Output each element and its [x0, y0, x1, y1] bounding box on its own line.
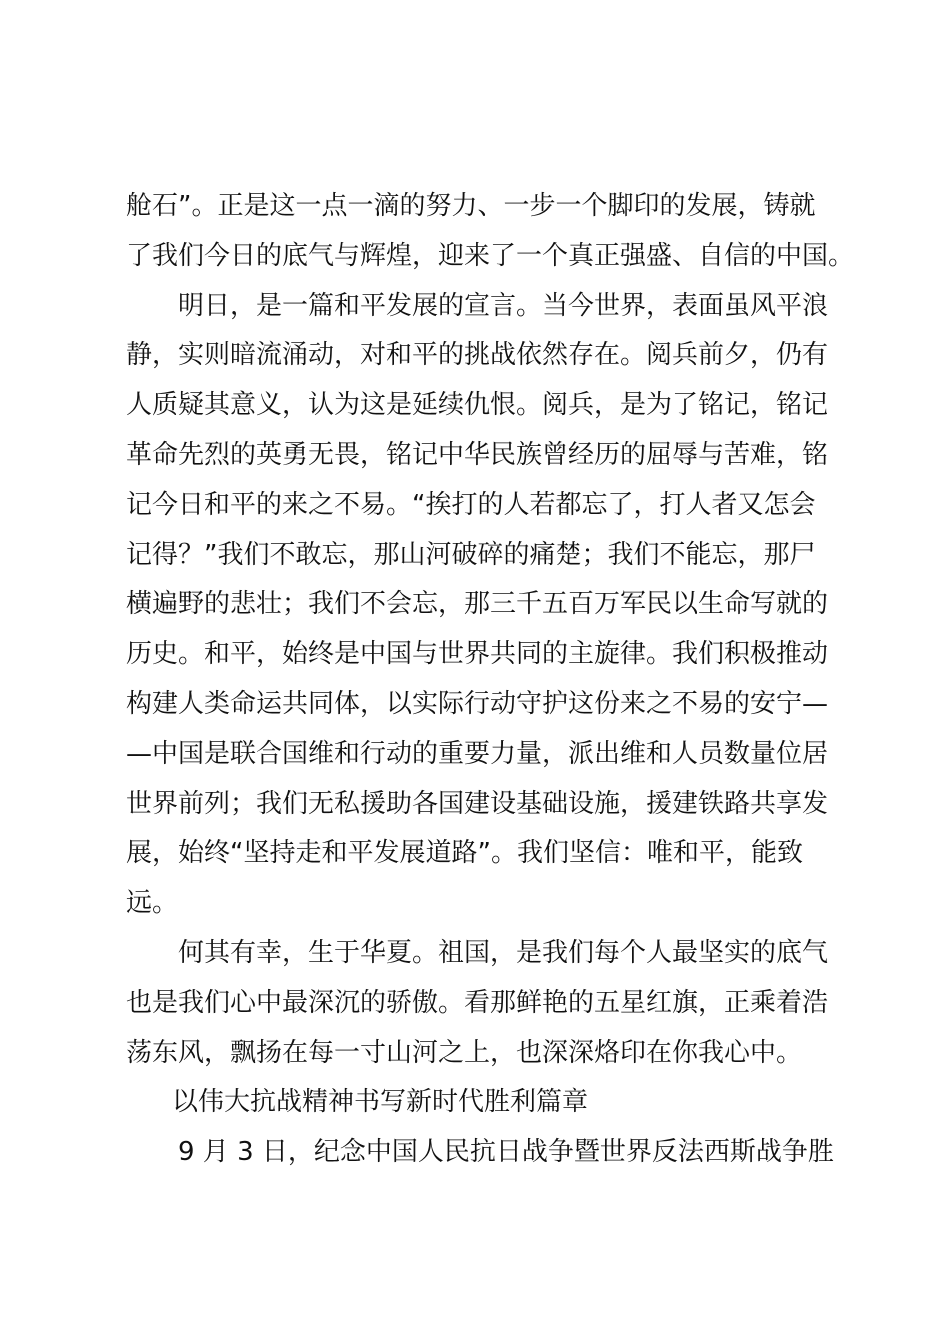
paragraph-start-line: 9 月 3 日，纪念中国人民抗日战争暨世界反法西斯战争胜 [178, 1137, 834, 1168]
text-line: 展，始终“坚持走和平发展道路”。我们坚信：唯和平，能致 [126, 838, 803, 869]
text-line: 舱石”。正是这一点一滴的努力、一步一个脚印的发展，铸就 [126, 191, 816, 221]
text-line: 人质疑其意义，认为这是延续仇恨。阅兵，是为了铭记，铭记 [126, 390, 829, 421]
text-line: 了我们今日的底气与辉煌，迎来了一个真正强盛、自信的中国。 [126, 240, 855, 271]
document-body [126, 182, 855, 1178]
text-line: 革命先烈的英勇无畏，铭记中华民族曾经历的屈辱与苦难，铭 [126, 439, 829, 470]
text-line: 世界前列；我们无私援助各国建设基础设施，援建铁路共享发 [126, 788, 829, 819]
text-line: —中国是联合国维和行动的重要力量，派出维和人员数量位居 [126, 738, 829, 769]
text-line: 荡东风，飘扬在每一寸山河之上，也深深烙印在你我心中。 [126, 1037, 803, 1068]
paragraph-start-line: 明日，是一篇和平发展的宣言。当今世界，表面虽风平浪 [178, 290, 829, 321]
text-line: 记得？”我们不敢忘，那山河破碎的痛楚；我们不能忘，那尸 [126, 539, 816, 570]
text-line: 远。 [126, 888, 179, 919]
section-heading: 以伟大抗战精神书写新时代胜利篇章 [172, 1087, 589, 1118]
text-line: 构建人类命运共同体，以实际行动守护这份来之不易的安宁— [126, 688, 829, 719]
paragraph-start-line: 何其有幸，生于华夏。祖国，是我们每个人最坚实的底气 [178, 937, 829, 968]
text-line: 横遍野的悲壮；我们不会忘，那三千五百万军民以生命写就的 [126, 589, 829, 620]
text-line: 静，实则暗流涌动，对和平的挑战依然存在。阅兵前夕，仍有 [126, 340, 829, 371]
text-line: 历史。和平，始终是中国与世界共同的主旋律。我们积极推动 [126, 639, 829, 670]
text-line: 记今日和平的来之不易。“挨打的人若都忘了，打人者又怎会 [126, 489, 816, 520]
text-line: 也是我们心中最深沉的骄傲。看那鲜艳的五星红旗，正乘着浩 [126, 987, 829, 1018]
